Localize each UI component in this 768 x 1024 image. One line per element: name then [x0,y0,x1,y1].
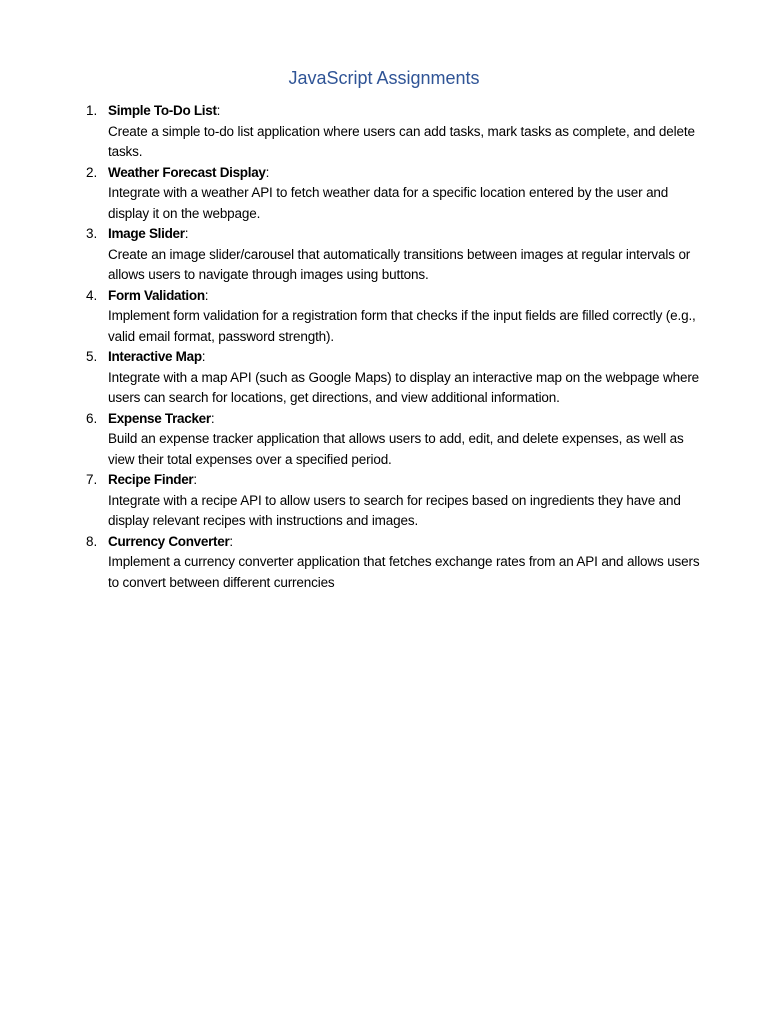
item-description: Integrate with a map API (such as Google Maps) to display an interactive map on the webpage where users can search for locations, get directions, and view additional information. [108,369,700,405]
item-number: 6. [86,410,98,426]
item-description: Implement a currency converter application that fetches exchange rates from an API and allows users to convert between different currencies [108,554,700,590]
list-item [80,347,710,409]
item-name: Expense Tracker [108,410,211,426]
item-name: Simple To-Do List [108,103,217,118]
item-colon: : [193,472,198,487]
item-colon: : [216,103,221,118]
item-heading [108,101,710,122]
list-item [80,409,710,471]
item-heading [108,286,710,307]
item-number: 2. [86,164,98,180]
list-item [80,286,710,348]
item-colon: : [229,533,234,549]
item-description: Integrate with a weather API to fetch weather data for a specific location entered by the user and display it on the webpage. [108,185,669,221]
item-heading [108,163,710,184]
item-number: 4. [86,287,98,303]
item-name: Currency Converter [108,533,230,549]
list-item [80,532,710,594]
list-item [80,224,710,286]
item-description: Build an expense tracker application that allows users to add, edit, and delete expenses, as well as view their total expenses over a specified period. [108,431,684,467]
list-item [80,163,710,225]
item-description: Create an image slider/carousel that automatically transitions between images at regular intervals or allows users to navigate through images using buttons. [108,246,691,282]
item-number: 8. [86,533,98,549]
item-heading [108,409,710,430]
item-colon: : [204,287,209,303]
item-number: 5. [86,349,98,364]
item-number: 3. [86,226,98,241]
assignment-list [80,101,710,593]
item-description: Integrate with a recipe API to allow users to search for recipes based on ingredients they have and display relevant recipes with instructions and images. [108,492,681,528]
item-heading [108,532,710,553]
item-name: Interactive Map [108,349,202,364]
item-name: Form Validation [108,287,205,303]
item-colon: : [265,164,270,180]
item-heading [108,224,710,245]
item-heading [108,347,710,368]
list-item [80,470,710,532]
item-name: Weather Forecast Display [108,164,266,180]
item-heading [108,470,710,491]
item-name: Image Slider [108,226,185,241]
item-number: 7. [86,472,98,487]
item-description: Create a simple to-do list application where users can add tasks, mark tasks as complete, and delete tasks. [108,123,695,159]
item-colon: : [184,226,189,241]
list-item [80,101,710,163]
document-title: JavaScript Assignments [288,68,480,88]
item-colon: : [201,349,206,364]
item-colon: : [210,410,215,426]
item-name: Recipe Finder [108,472,194,487]
item-description: Implement form validation for a registration form that checks if the input fields are filled correctly (e.g., valid email format, password strength). [108,308,696,344]
item-number: 1. [86,103,98,118]
